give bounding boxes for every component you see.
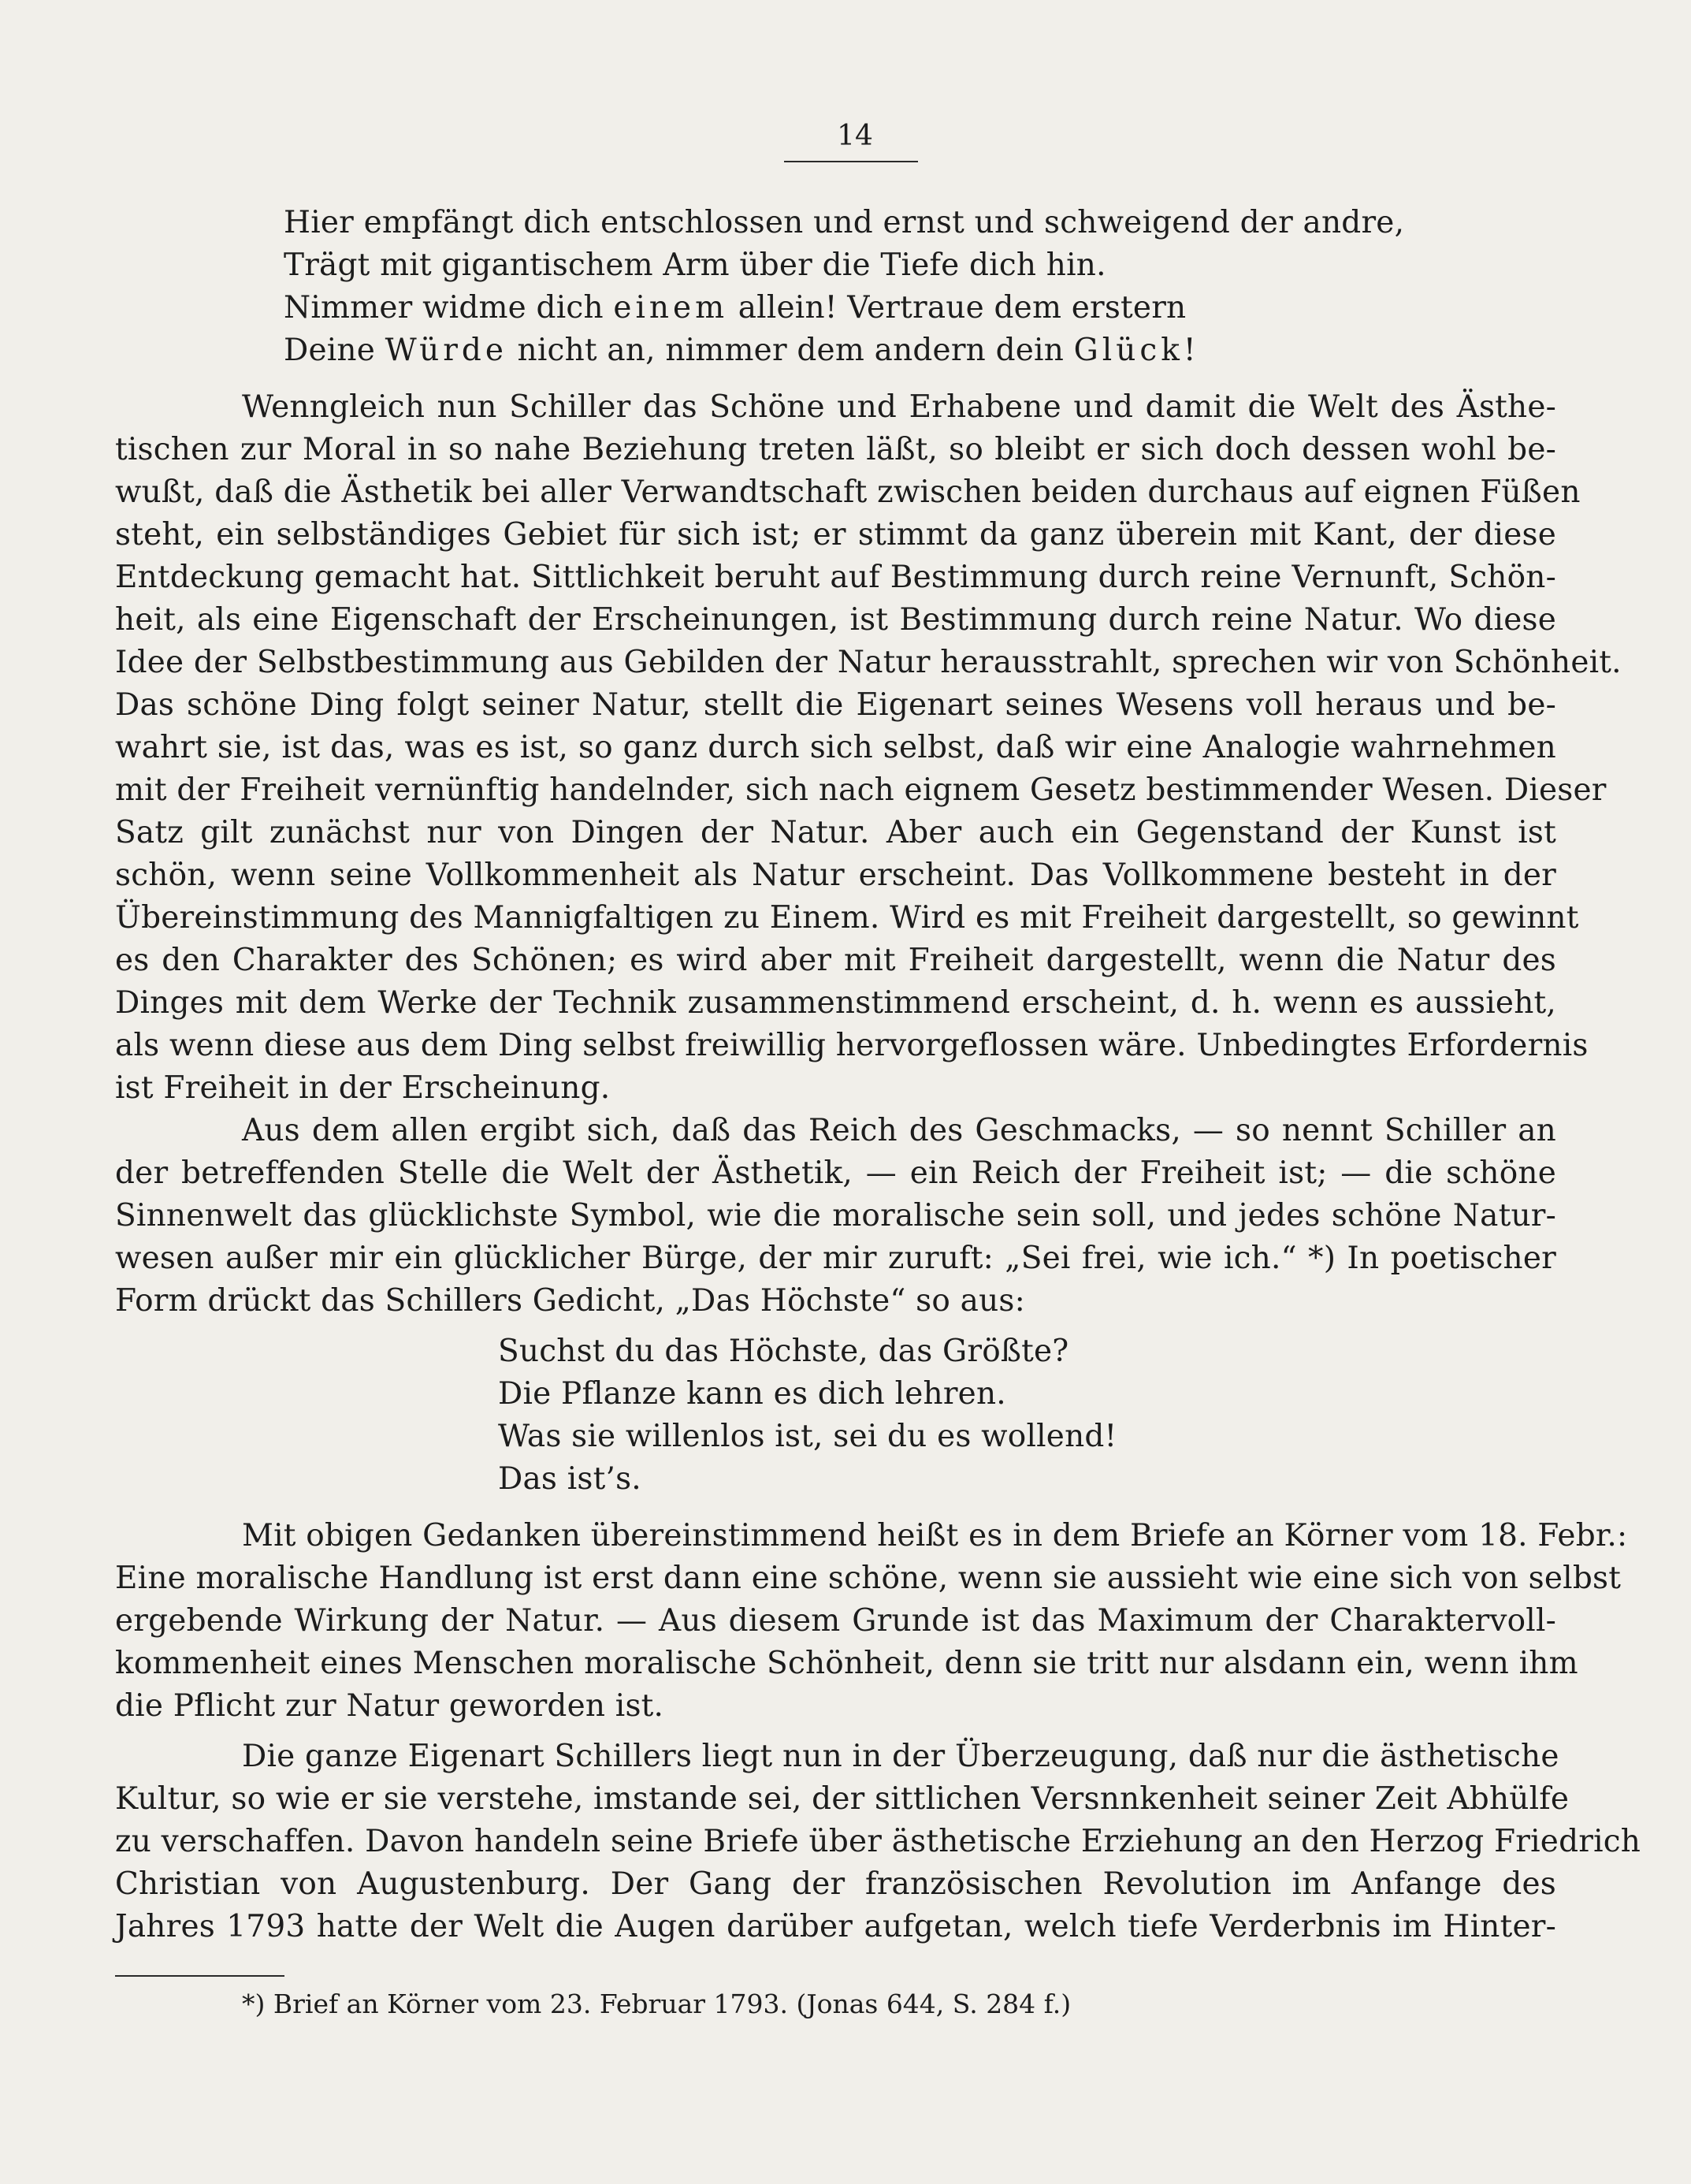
paragraph-line: schön, wenn seine Vollkommenheit als Natur erscheint. Das Vollkommene besteht in der xyxy=(115,858,1556,893)
paragraph-line: als wenn diese aus dem Ding selbst freiwillig hervorgeflossen wäre. Unbedingtes Erfordernis xyxy=(115,1028,1589,1063)
paragraph-line: Das schöne Ding folgt seiner Natur, stellt die Eigenart seines Wesens voll heraus und be- xyxy=(115,687,1556,723)
page-number: 14 xyxy=(837,120,873,152)
poem-line: Das ist’s. xyxy=(498,1461,641,1497)
paragraph-line: ergebende Wirkung der Natur. — Aus diesem Grunde ist das Maximum der Charaktervoll- xyxy=(115,1603,1556,1639)
poem-line: Suchst du das Höchste, das Größte? xyxy=(498,1334,1069,1369)
paragraph-line: kommenheit eines Menschen moralische Schönheit, denn sie tritt nur alsdann ein, wenn ihm xyxy=(115,1646,1578,1681)
paragraph-line: Sinnenwelt das glücklichste Symbol, wie die moralische sein soll, und jedes schöne Natur- xyxy=(115,1198,1556,1233)
poem-line: Trägt mit gigantischem Arm über die Tiefe dich hin. xyxy=(284,247,1106,283)
paragraph-line: heit, als eine Eigenschaft der Erscheinungen, ist Bestimmung durch reine Natur. Wo diese xyxy=(115,602,1556,638)
poem-line: Die Pflanze kann es dich lehren. xyxy=(498,1376,1006,1412)
paragraph-line: Wenngleich nun Schiller das Schöne und Erhabene und damit die Welt des Ästhe- xyxy=(242,389,1556,425)
paragraph-line: wesen außer mir ein glücklicher Bürge, der mir zuruft: „Sei frei, wie ich.“ *) In poetischer xyxy=(115,1241,1556,1276)
paragraph-line: ist Freiheit in der Erscheinung. xyxy=(115,1070,611,1106)
poem-line: Hier empfängt dich entschlossen und ernst und schweigend der andre, xyxy=(284,205,1405,240)
paragraph-line: wußt, daß die Ästhetik bei aller Verwandtschaft zwischen beiden durchaus auf eignen Füßen xyxy=(115,474,1581,510)
paragraph-line: Übereinstimmung des Mannigfaltigen zu Einem. Wird es mit Freiheit dargestellt, so gewinnt xyxy=(115,900,1579,936)
paragraph-line: mit der Freiheit vernünftig handelnder, sich nach eignem Gesetz bestimmender Wesen. Dieser xyxy=(115,772,1607,808)
paragraph-line: Idee der Selbstbestimmung aus Gebilden der Natur herausstrahlt, sprechen wir von Schönheit. xyxy=(115,645,1622,680)
paragraph-line: Die ganze Eigenart Schillers liegt nun in der Überzeugung, daß nur die ästhetische xyxy=(242,1739,1559,1774)
paragraph-line: zu verschaffen. Davon handeln seine Briefe über ästhetische Erziehung an den Herzog Friedrich xyxy=(115,1824,1641,1859)
paragraph-line: die Pflicht zur Natur geworden ist. xyxy=(115,1688,664,1724)
paragraph-line: Entdeckung gemacht hat. Sittlichkeit beruht auf Bestimmung durch reine Vernunft, Schön- xyxy=(115,560,1556,595)
paragraph-line: steht, ein selbständiges Gebiet für sich ist; er stimmt da ganz überein mit Kant, der diese xyxy=(115,517,1556,553)
paragraph-line: Kultur, so wie er sie verstehe, imstande sei, der sittlichen Versnnkenheit seiner Zeit Abhülfe xyxy=(115,1781,1570,1817)
paragraph-line: der betreffenden Stelle die Welt der Ästhetik, — ein Reich der Freiheit ist; — die schöne xyxy=(115,1155,1556,1191)
poem-line: Was sie willenlos ist, sei du es wollend! xyxy=(498,1419,1117,1454)
paragraph-line: Jahres 1793 hatte der Welt die Augen darüber aufgetan, welch tiefe Verderbnis im Hinter- xyxy=(115,1909,1556,1944)
paragraph-line: Satz gilt zunächst nur von Dingen der Natur. Aber auch ein Gegenstand der Kunst ist xyxy=(115,815,1556,850)
paragraph-line: Dinges mit dem Werke der Technik zusammenstimmend erscheint, d. h. wenn es aussieht, xyxy=(115,985,1556,1021)
poem-line: Deine Würde nicht an, nimmer dem andern dein Glück! xyxy=(284,333,1196,368)
paragraph-line: Eine moralische Handlung ist erst dann eine schöne, wenn sie aussieht wie eine sich von selbst xyxy=(115,1561,1622,1596)
paragraph-line: tischen zur Moral in so nahe Beziehung treten läßt, so bleibt er sich doch dessen wohl be- xyxy=(115,432,1556,467)
paragraph-line: Aus dem allen ergibt sich, daß das Reich des Geschmacks, — so nennt Schiller an xyxy=(242,1113,1556,1148)
header-rule xyxy=(784,161,918,162)
paragraph-line: Mit obigen Gedanken übereinstimmend heißt es in dem Briefe an Körner vom 18. Febr.: xyxy=(242,1518,1628,1553)
poem-line: Nimmer widme dich einem allein! Vertraue dem erstern xyxy=(284,290,1187,326)
paragraph-line: wahrt sie, ist das, was es ist, so ganz durch sich selbst, daß wir eine Analogie wahrnehmen xyxy=(115,730,1556,765)
paragraph-line: Form drückt das Schillers Gedicht, „Das Höchste“ so aus: xyxy=(115,1283,1025,1319)
footnote: *) Brief an Körner vom 23. Februar 1793. (Jonas 644, S. 284 f.) xyxy=(242,1989,1072,2019)
paragraph-line: es den Charakter des Schönen; es wird aber mit Freiheit dargestellt, wenn die Natur des xyxy=(115,943,1556,978)
footnote-rule xyxy=(115,1975,284,1977)
paragraph-line: Christian von Augustenburg. Der Gang der französischen Revolution im Anfange des xyxy=(115,1866,1556,1902)
